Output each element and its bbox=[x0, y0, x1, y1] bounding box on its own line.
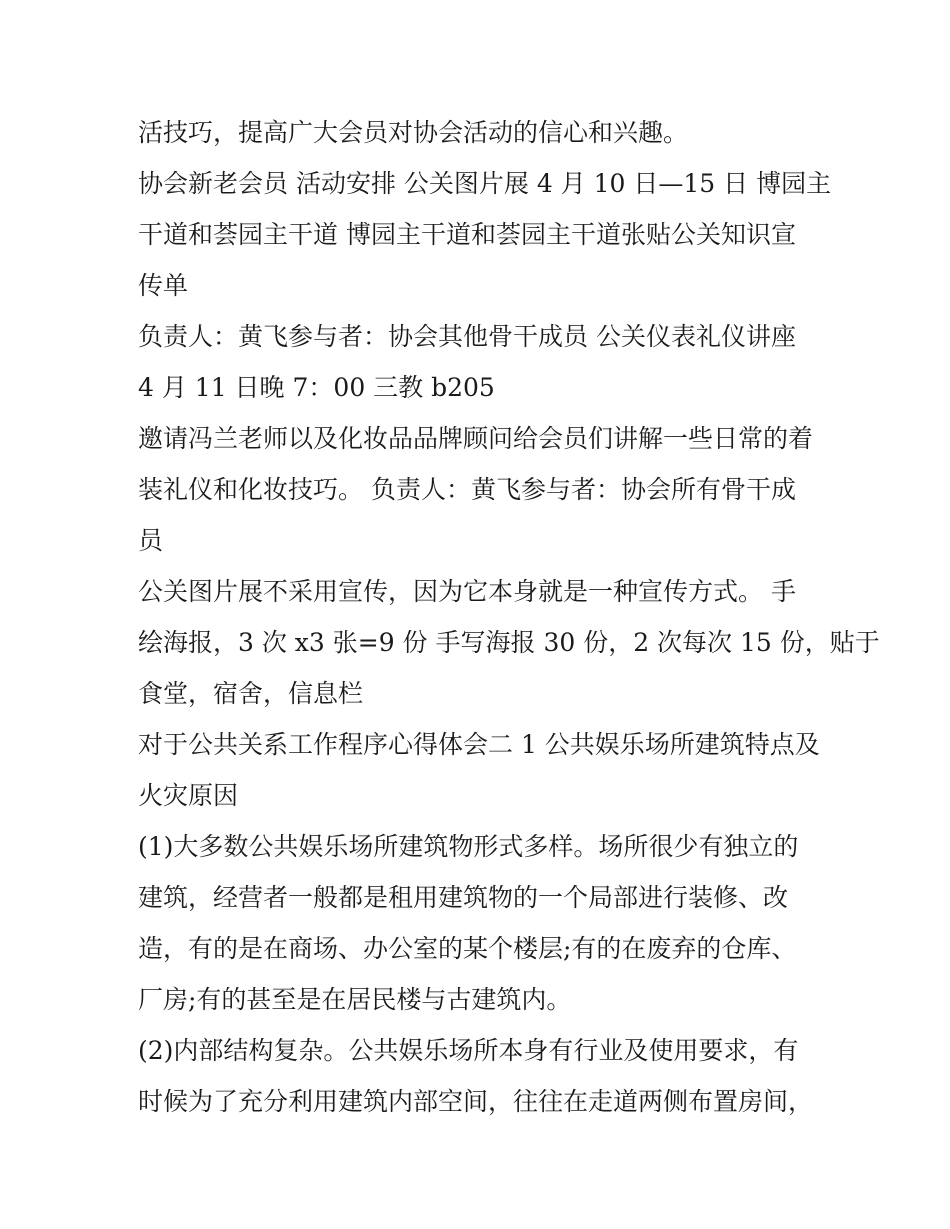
text-line: (1)大多数公共娱乐场所建筑物形式多样。场所很少有独立的 bbox=[138, 832, 799, 861]
text-line: 对于公共关系工作程序心得体会二 1 公共娱乐场所建筑特点及 bbox=[138, 730, 820, 759]
text-line: 邀请冯兰老师以及化妆品品牌顾问给会员们讲解一些日常的着 bbox=[138, 424, 814, 453]
text-line: 造，有的是在商场、办公室的某个楼层;有的在废弃的仓库、 bbox=[138, 934, 797, 963]
text-line: 协会新老会员 活动安排 公关图片展 4 月 10 日—15 日 博园主 bbox=[138, 169, 832, 198]
text-line: 干道和荟园主干道 博园主干道和荟园主干道张贴公关知识宣 bbox=[138, 220, 796, 249]
text-line: 厂房;有的甚至是在居民楼与古建筑内。 bbox=[138, 985, 572, 1014]
text-line: 时候为了充分利用建筑内部空间，往往在走道两侧布置房间， bbox=[138, 1087, 814, 1116]
text-line: 传单 bbox=[138, 271, 189, 300]
text-line: 火灾原因 bbox=[138, 781, 239, 810]
text-line: (2)内部结构复杂。公共娱乐场所本身有行业及使用要求，有 bbox=[138, 1036, 799, 1065]
text-line: 4 月 11 日晚 7：00 三教 b205 bbox=[138, 373, 495, 402]
text-line: 装礼仪和化妆技巧。 负责人：黄飞参与者：协会所有骨干成 bbox=[138, 475, 796, 504]
text-line: 负责人：黄飞参与者：协会其他骨干成员 公关仪表礼仪讲座 bbox=[138, 322, 796, 351]
document-body bbox=[138, 107, 880, 1127]
text-line: 绘海报，3 次 x3 张=9 份 手写海报 30 份，2 次每次 15 份，贴于 bbox=[138, 628, 880, 657]
text-line: 员 bbox=[138, 526, 164, 555]
text-line: 建筑，经营者一般都是租用建筑物的一个局部进行装修、改 bbox=[138, 883, 789, 912]
text-line: 活技巧，提高广大会员对协会活动的信心和兴趣。 bbox=[138, 118, 689, 147]
text-line: 公关图片展不采用宣传，因为它本身就是一种宣传方式。 手 bbox=[138, 577, 796, 606]
text-line: 食堂，宿舍，信息栏 bbox=[138, 679, 364, 708]
